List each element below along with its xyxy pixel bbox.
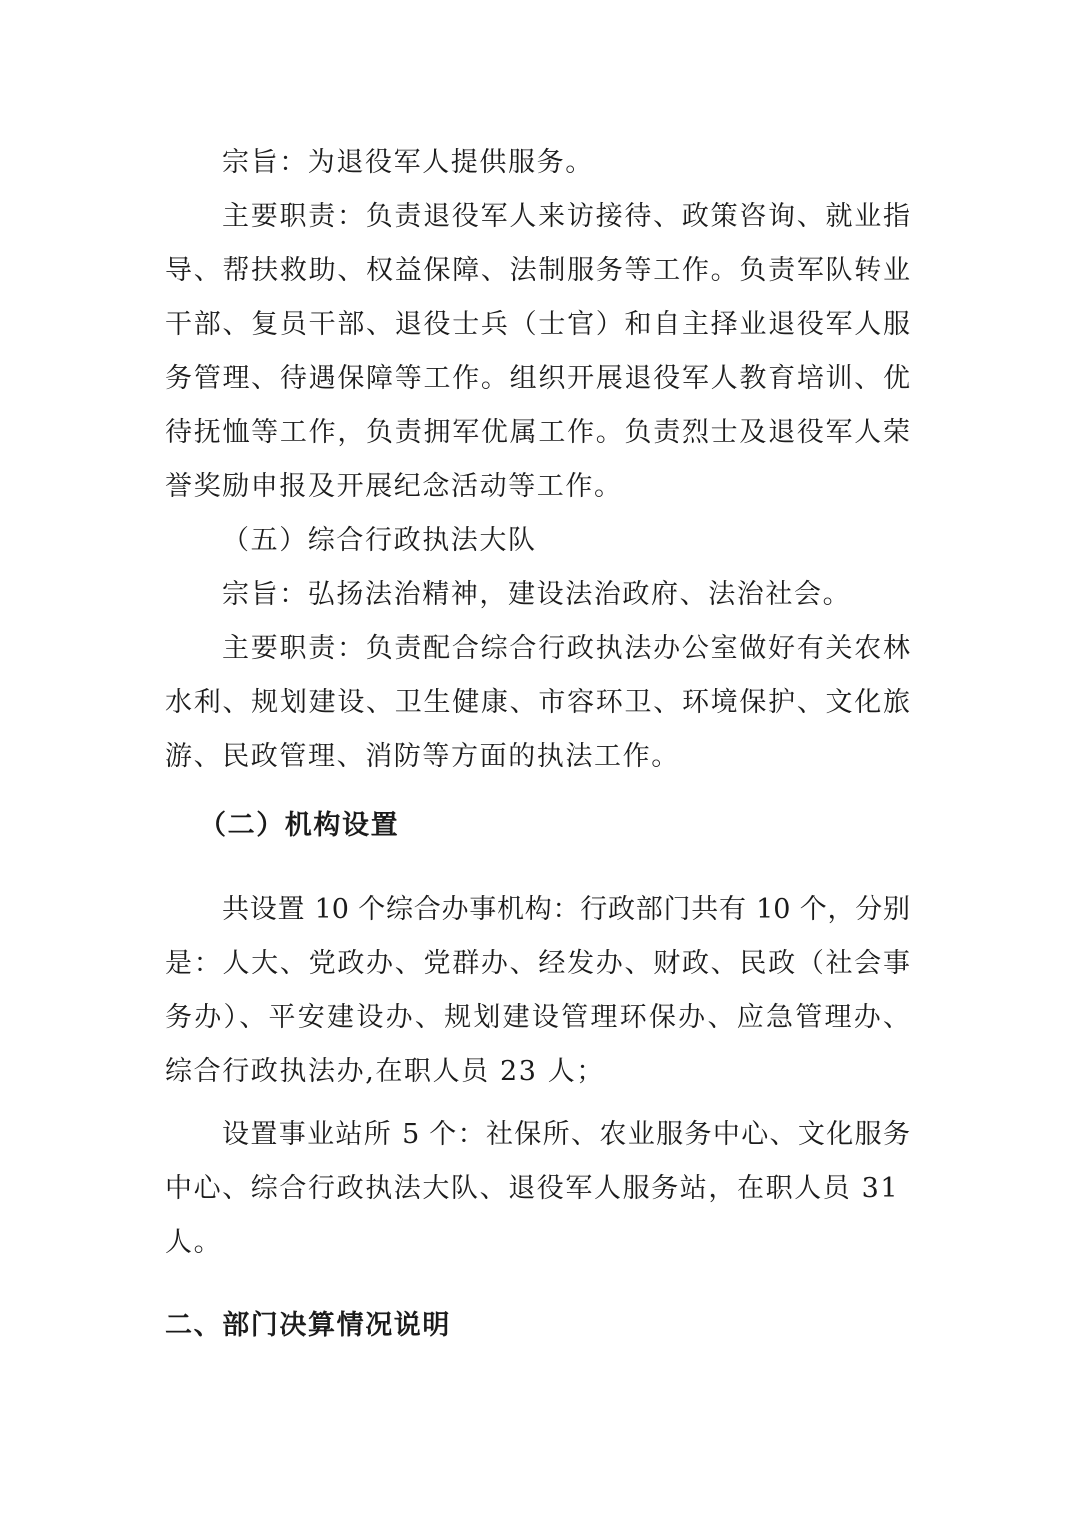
admin-units-paragraph xyxy=(165,883,910,1099)
institutions-line: 人。 xyxy=(165,1227,223,1258)
veterans-purpose-text: 宗旨：为退役军人提供服务。 xyxy=(222,147,594,178)
law-enforcement-purpose-text: 宗旨：弘扬法治精神，建设法治政府、法治社会。 xyxy=(222,579,852,610)
law-enforcement-duties-line: 水利、规划建设、卫生健康、市容环卫、环境保护、文化旅 xyxy=(165,687,910,718)
law-enforcement-duties-line: 游、民政管理、消防等方面的执法工作。 xyxy=(165,741,680,772)
veterans-duties-line: 待抚恤等工作，负责拥军优属工作。负责烈士及退役军人荣 xyxy=(165,417,910,448)
veterans-duties-line: 主要职责：负责退役军人来访接待、政策咨询、就业指 xyxy=(222,201,910,232)
org-setup-heading-block xyxy=(165,799,910,853)
admin-units-line: 是：人大、党政办、党群办、经发办、财政、民政（社会事 xyxy=(165,948,910,979)
section-two-heading: 二、部门决算情况说明 xyxy=(165,1310,451,1341)
law-enforcement-heading: （五）综合行政执法大队 xyxy=(222,525,537,556)
org-setup-heading: （二）机构设置 xyxy=(199,810,400,841)
admin-units-line: 务办）、平安建设办、规划建设管理环保办、应急管理办、 xyxy=(165,1002,910,1033)
admin-units-line: 共设置 10 个综合办事机构：行政部门共有 10 个，分别 xyxy=(222,894,910,925)
law-enforcement-duties-line: 主要职责：负责配合综合行政执法办公室做好有关农林 xyxy=(222,633,910,664)
veterans-duties-line: 誉奖励申报及开展纪念活动等工作。 xyxy=(165,471,623,502)
veterans-service-section xyxy=(165,136,910,784)
admin-units-line: 综合行政执法办,在职人员 23 人； xyxy=(165,1056,605,1087)
veterans-duties-line: 务管理、待遇保障等工作。组织开展退役军人教育培训、优 xyxy=(165,363,910,394)
veterans-duties-line: 干部、复员干部、退役士兵（士官）和自主择业退役军人服 xyxy=(165,309,910,340)
institutions-line: 设置事业站所 5 个：社保所、农业服务中心、文化服务 xyxy=(222,1119,910,1150)
section-two-heading-block xyxy=(165,1299,910,1353)
veterans-duties-line: 导、帮扶救助、权益保障、法制服务等工作。负责军队转业 xyxy=(165,255,910,286)
institutions-paragraph xyxy=(165,1108,910,1270)
institutions-line: 中心、综合行政执法大队、退役军人服务站，在职人员 31 xyxy=(165,1173,900,1204)
